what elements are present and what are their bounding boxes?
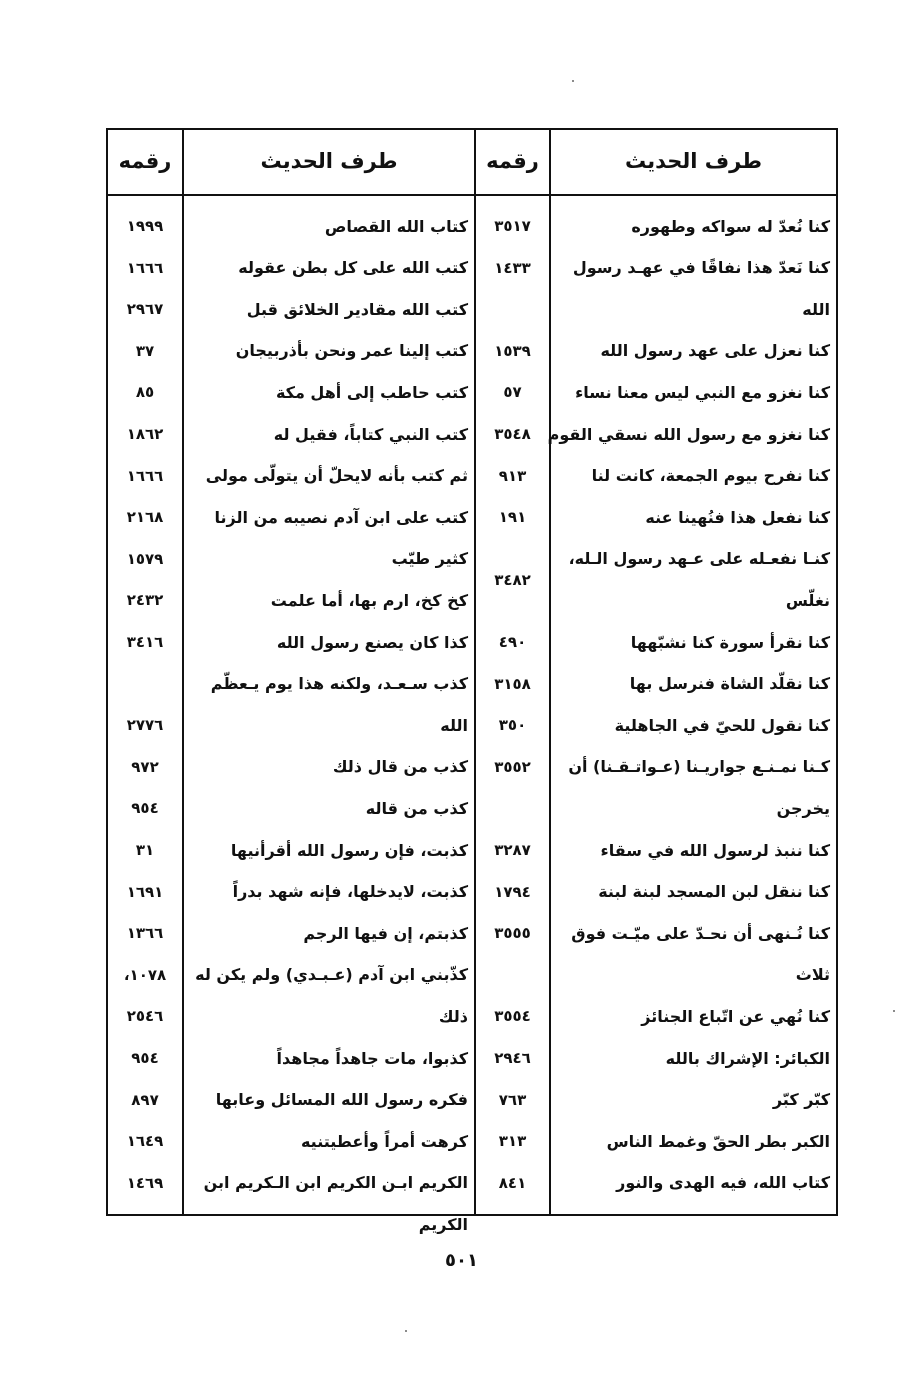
right-text-row: كنا نقول للحيّ في الجاهلية — [614, 715, 830, 735]
right-number-cell: ١٤٣٣ — [494, 258, 531, 277]
right-text-row: ثلاث — [795, 965, 830, 985]
right-number-cell: ٥٧ — [503, 383, 522, 402]
left-text-row: كرهت أمراً وأعطيتنيه — [300, 1131, 468, 1151]
page-number: ٥٠١ — [445, 1250, 478, 1271]
left-text-row: كتب الله مقادير الخلائق قبل — [246, 299, 468, 319]
right-text-column — [547, 206, 836, 1206]
left-text-row: الكريم ابـن الكريم ابن الـكريم ابن — [203, 1173, 468, 1193]
left-number-cell: ٣١ — [135, 841, 155, 859]
right-number-cell: ٤٩٠ — [498, 633, 527, 651]
right-number-cell: ٣٥٠ — [498, 716, 527, 735]
right-number-cell: ١٧٩٤ — [494, 882, 531, 901]
right-number-cell: ٣٥٥٥ — [494, 924, 531, 943]
right-text-row: كنـا نفعـله على عـهد رسول الـله، — [568, 549, 830, 569]
left-number-cell: ١٠٧٨، — [123, 965, 167, 984]
left-text-row: كذا كان يصنع رسول الله — [276, 632, 468, 652]
left-number-cell: ٢٤٣٢ — [126, 591, 164, 610]
left-number-cell: ١٨٦٢ — [126, 425, 164, 443]
right-number-cell: ٧٦٣ — [498, 1090, 527, 1109]
right-num-header: رقمه — [486, 149, 539, 173]
scan-speck — [405, 1330, 407, 1332]
index-table — [106, 128, 838, 1234]
left-number-cell: ١٩٩٩ — [126, 217, 164, 235]
left-number-cell: ٩٧٢ — [131, 757, 159, 776]
left-number-cell: ١٦٦٦ — [126, 466, 164, 485]
right-number-cell: ١٥٣٩ — [494, 341, 531, 360]
right-text-row: كنا نعزل على عهد رسول الله — [600, 341, 830, 361]
left-number-cell: ١٣٦٦ — [126, 924, 164, 943]
right-text-row: كنا نُعدّ له سواكه وطهوره — [631, 216, 830, 236]
left-text-header: طرف الحديث — [260, 149, 398, 173]
left-text-row: كتب الله على كل بطن عقوله — [238, 258, 468, 278]
right-number-cell: ٣٥١٧ — [494, 217, 531, 235]
left-number-cell: ١٦٤٩ — [126, 1132, 164, 1151]
left-text-row: كتب حاطب إلى أهل مكة — [275, 382, 468, 402]
right-number-cell: ١٩١ — [498, 508, 527, 527]
left-text-row: كذب من قاله — [365, 798, 468, 818]
scan-speck — [893, 1010, 895, 1012]
left-text-row: الله — [440, 715, 468, 735]
left-text-row: كذبتم، إن فيها الرجم — [303, 923, 468, 943]
left-text-row: ذلك — [438, 1006, 468, 1026]
left-number-cell: ٨٥ — [135, 383, 155, 402]
right-number-column — [476, 206, 549, 1206]
right-number-cell: ٣٥٥٢ — [494, 757, 531, 776]
left-number-cell: ٩٥٤ — [131, 799, 159, 818]
right-text-row: كبّر كبّر — [772, 1090, 830, 1110]
left-text-row: كذب من قال ذلك — [332, 757, 468, 777]
left-text-row: كذبت، فإن رسول الله أقرأنيها — [230, 840, 468, 860]
left-text-row: كذبوا، مات جاهداً مجاهداً — [276, 1048, 468, 1068]
left-number-cell: ٣٧ — [135, 341, 155, 360]
right-number-cell: ٣٢٨٧ — [494, 841, 531, 859]
right-number-cell: ٣٤٨٢ — [494, 570, 531, 589]
left-text-row: كذّبني ابن آدم (عـبـدي) ولم يكن له — [195, 965, 468, 985]
right-number-cell: ٣٥٤٨ — [494, 425, 531, 443]
left-text-row: كتب النبي كتاباً، فقيل له — [273, 424, 468, 444]
right-text-row: الله — [802, 299, 830, 319]
left-text-row: كخ كخ، ارم بها، أما علمت — [270, 590, 468, 610]
right-text-row: نغلّس — [785, 590, 830, 610]
right-number-cell: ٢٩٤٦ — [494, 1049, 531, 1067]
left-number-cell: ٢٩٦٧ — [126, 300, 164, 319]
scan-speck — [572, 80, 574, 82]
right-text-row: كنا نُـنهى أن نحـدّ على ميّـت فوق — [571, 923, 830, 943]
right-number-cell: ٨٤١ — [498, 1173, 527, 1192]
left-text-row: فكره رسول الله المسائل وعابها — [215, 1090, 468, 1110]
right-text-row: يخرجن — [776, 798, 830, 818]
left-text-row: الكريم — [418, 1214, 468, 1234]
right-text-row: كنا ننبذ لرسول الله في سقاء — [600, 840, 830, 860]
right-number-cell: ٩١٣ — [498, 466, 527, 485]
right-text-row: كنا نفعل هذا فنُهينا عنه — [645, 507, 830, 527]
left-text-row: ثم كتب بأنه لايحلّ أن يتولّى مولى — [205, 466, 468, 486]
right-text-row: كتاب الله، فيه الهدى والنور — [616, 1173, 830, 1193]
right-text-row: كنا نغزو مع رسول الله نسقي القوم — [547, 424, 830, 444]
left-number-cell: ١٥٧٩ — [126, 549, 164, 568]
left-number-cell: ٢١٦٨ — [126, 508, 164, 527]
left-text-row: كتب على ابن آدم نصيبه من الزنا — [214, 507, 468, 527]
right-text-row: الكبائر: الإشراك بالله — [665, 1048, 830, 1068]
left-text-row: كتاب الله القصاص — [324, 216, 468, 236]
left-number-cell: ٣٤١٦ — [126, 633, 164, 651]
right-number-cell: ٣١٥٨ — [494, 674, 531, 693]
left-number-column — [108, 206, 182, 1206]
left-text-row: كثير طيّب — [391, 549, 468, 569]
right-text-row: كنا ننقل لبن المسجد لبنة لبنة — [598, 882, 830, 902]
right-text-row: كنا نقرأ سورة كنا نشبّهها — [630, 632, 830, 652]
right-text-row: كنا نقلّد الشاة فنرسل بها — [629, 674, 830, 694]
left-number-cell: ٢٧٧٦ — [126, 716, 164, 735]
header-divider — [108, 194, 836, 196]
right-text-row: كنا نفرح بيوم الجمعة، كانت لنا — [591, 466, 830, 486]
right-text-row: كنا نُهي عن اتّباع الجنائز — [641, 1006, 830, 1026]
left-number-cell: ١٦٩١ — [126, 882, 164, 901]
left-number-cell: ١٤٦٩ — [126, 1173, 164, 1192]
right-number-cell: ٣١٣ — [498, 1132, 527, 1151]
right-text-row: الكبر بطر الحقّ وغمط الناس — [606, 1131, 830, 1151]
left-text-row: كتب إلينا عمر ونحن بأذربيجان — [235, 341, 468, 361]
left-text-row: كذب سـعـد، ولكنه هذا يوم يـعظّم — [210, 674, 468, 694]
right-text-row: كـنا نمـنـع جواريـنا (عـواتـقـنا) أن — [568, 757, 830, 777]
left-number-cell: ٩٥٤ — [131, 1049, 159, 1067]
left-text-column — [184, 206, 474, 1234]
left-number-cell: ٢٥٤٦ — [126, 1007, 164, 1026]
left-num-header: رقمه — [118, 149, 172, 173]
left-number-cell: ١٦٦٦ — [126, 258, 164, 277]
left-number-cell: ٨٩٧ — [131, 1090, 159, 1109]
right-text-row: كنا نغزو مع النبي ليس معنا نساء — [575, 382, 830, 402]
right-text-header: طرف الحديث — [625, 149, 763, 173]
right-text-row: كنا نَعدّ هذا نفاقًا في عهـد رسول — [572, 258, 830, 278]
right-number-cell: ٣٥٥٤ — [494, 1007, 531, 1026]
left-text-row: كذبت، لايدخلها، فإنه شهد بدراً — [232, 882, 468, 902]
